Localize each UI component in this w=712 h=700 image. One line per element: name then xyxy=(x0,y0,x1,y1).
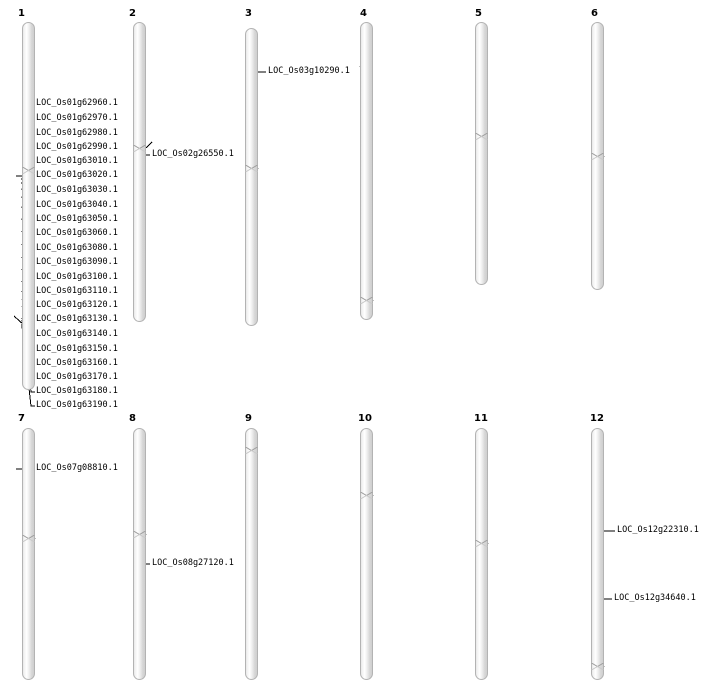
gene-label[interactable]: LOC_Os01g62960.1 xyxy=(36,98,118,108)
chromosome-label-9: 9 xyxy=(245,413,252,424)
chromosome-body-9[interactable] xyxy=(245,428,258,680)
gene-label[interactable]: LOC_Os01g63060.1 xyxy=(36,228,118,238)
gene-label[interactable]: LOC_Os01g63160.1 xyxy=(36,358,118,368)
chromosome-body-10[interactable] xyxy=(360,428,373,680)
gene-label[interactable]: LOC_Os03g10290.1 xyxy=(268,66,350,76)
chromosome-body-4[interactable] xyxy=(360,22,373,320)
gene-label[interactable]: LOC_Os01g63140.1 xyxy=(36,329,118,339)
chromosome-body-2[interactable] xyxy=(133,22,146,322)
chromosome-label-8: 8 xyxy=(129,413,136,424)
centromere-marker-11 xyxy=(475,540,488,547)
gene-label[interactable]: LOC_Os12g34640.1 xyxy=(614,593,696,603)
chromosome-label-7: 7 xyxy=(18,413,25,424)
chromosome-label-5: 5 xyxy=(475,8,482,19)
gene-label[interactable]: LOC_Os01g63190.1 xyxy=(36,400,118,410)
gene-label[interactable]: LOC_Os01g62990.1 xyxy=(36,142,118,152)
gene-label[interactable]: LOC_Os01g62980.1 xyxy=(36,128,118,138)
centromere-marker-1 xyxy=(22,167,35,174)
chromosome-label-4: 4 xyxy=(360,8,367,19)
gene-label[interactable]: LOC_Os01g63050.1 xyxy=(36,214,118,224)
gene-label[interactable]: LOC_Os01g63040.1 xyxy=(36,200,118,210)
chromosome-label-3: 3 xyxy=(245,8,252,19)
gene-label[interactable]: LOC_Os07g08810.1 xyxy=(36,463,118,473)
chromosome-label-12: 12 xyxy=(590,413,604,424)
chromosome-label-11: 11 xyxy=(474,413,488,424)
gene-label[interactable]: LOC_Os01g63150.1 xyxy=(36,344,118,354)
centromere-marker-4 xyxy=(360,297,373,304)
gene-label[interactable]: LOC_Os01g63130.1 xyxy=(36,314,118,324)
centromere-marker-10 xyxy=(360,492,373,499)
chromosome-body-1[interactable] xyxy=(22,22,35,390)
centromere-marker-2 xyxy=(133,145,146,152)
centromere-marker-5 xyxy=(475,133,488,140)
chromosome-body-12[interactable] xyxy=(591,428,604,680)
gene-label[interactable]: LOC_Os02g26550.1 xyxy=(152,149,234,159)
chromosome-label-10: 10 xyxy=(358,413,372,424)
centromere-marker-8 xyxy=(133,531,146,538)
centromere-marker-12 xyxy=(591,663,604,670)
gene-label[interactable]: LOC_Os01g63090.1 xyxy=(36,257,118,267)
gene-label[interactable]: LOC_Os01g63030.1 xyxy=(36,185,118,195)
gene-label[interactable]: LOC_Os08g27120.1 xyxy=(152,558,234,568)
gene-label[interactable]: LOC_Os01g63010.1 xyxy=(36,156,118,166)
centromere-marker-9 xyxy=(245,447,258,454)
gene-label[interactable]: LOC_Os12g22310.1 xyxy=(617,525,699,535)
chromosome-body-8[interactable] xyxy=(133,428,146,680)
gene-label[interactable]: LOC_Os01g63020.1 xyxy=(36,170,118,180)
chromosome-body-3[interactable] xyxy=(245,28,258,326)
gene-label[interactable]: LOC_Os01g62970.1 xyxy=(36,113,118,123)
centromere-marker-3 xyxy=(245,165,258,172)
centromere-marker-6 xyxy=(591,153,604,160)
gene-label[interactable]: LOC_Os01g63170.1 xyxy=(36,372,118,382)
chromosome-body-11[interactable] xyxy=(475,428,488,680)
chromosome-body-7[interactable] xyxy=(22,428,35,680)
gene-label[interactable]: LOC_Os01g63100.1 xyxy=(36,272,118,282)
chromosome-label-6: 6 xyxy=(591,8,598,19)
gene-label[interactable]: LOC_Os01g63110.1 xyxy=(36,286,118,296)
chromosome-body-5[interactable] xyxy=(475,22,488,285)
gene-label[interactable]: LOC_Os01g63120.1 xyxy=(36,300,118,310)
chromosome-label-1: 1 xyxy=(18,8,25,19)
gene-label[interactable]: LOC_Os01g63080.1 xyxy=(36,243,118,253)
centromere-marker-7 xyxy=(22,535,35,542)
gene-label[interactable]: LOC_Os01g63180.1 xyxy=(36,386,118,396)
chromosome-label-2: 2 xyxy=(129,8,136,19)
